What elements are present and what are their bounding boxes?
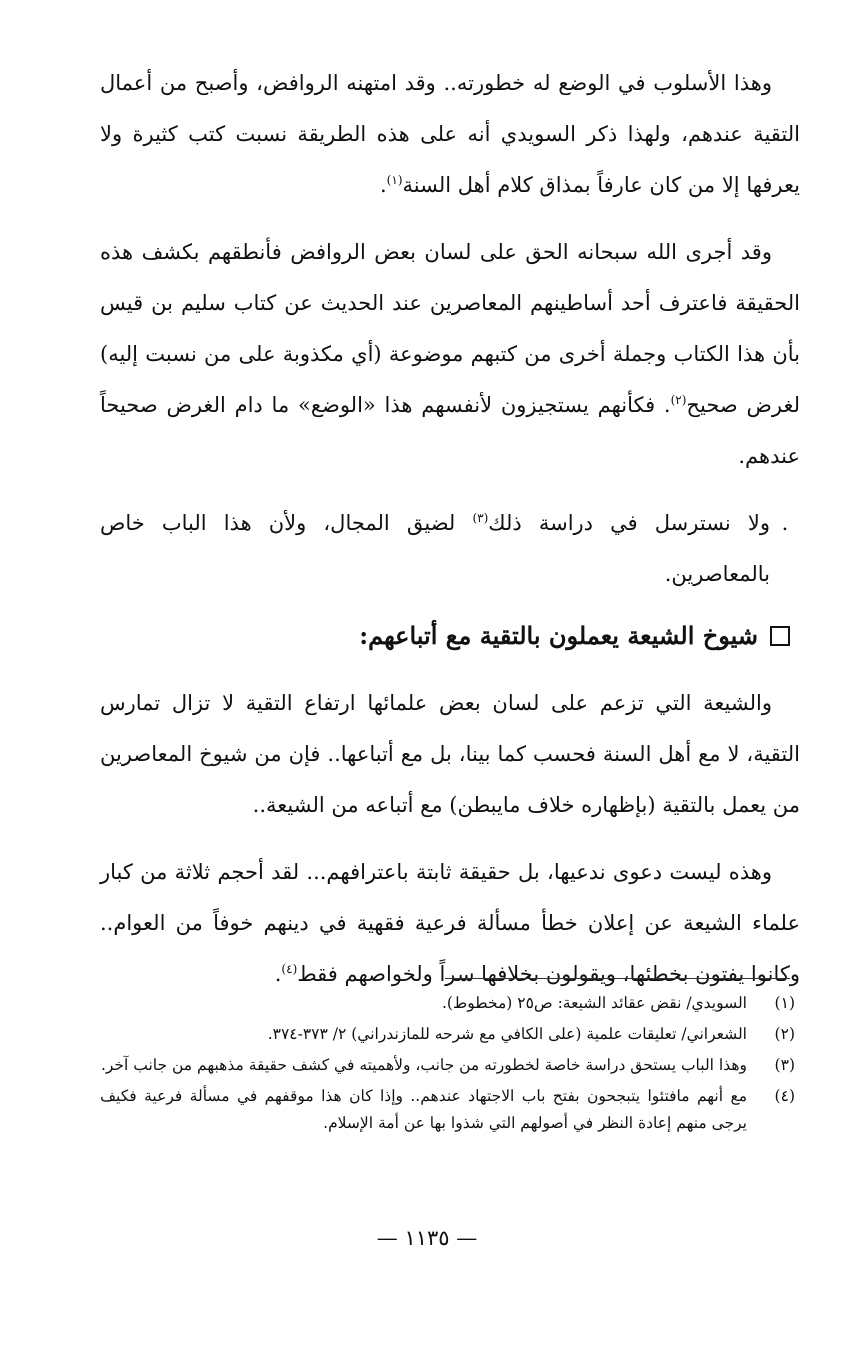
bullet-text: ولا نسترسل في دراسة ذلك$^{(٣)}$ لضيق المجال، ولأن هذا الباب خاص بالمعاصرين. — [100, 511, 770, 586]
footnote-text: مع أنهم مافتئوا يتبجحون بفتح باب الاجتهاد عندهم.. وإذا كان هذا موقفهم في مسألة فرعية فكيف يرجى منهم إعادة النظر في أصولهم التي شذوا بها عن أمة الإسلام. — [100, 1087, 747, 1132]
page-body — [100, 58, 800, 1016]
footnote-3 — [100, 1052, 795, 1079]
footnotes — [100, 990, 795, 1141]
footnote-1 — [100, 990, 795, 1017]
footnote-number: (٤) — [774, 1087, 795, 1105]
paragraph-4: وهذه ليست دعوى ندعيها، بل حقيقة ثابتة باعترافهم... لقد أحجم ثلاثة من كبار علماء الشيعة عن إعلان خطأ مسألة فرعية فقهية في دينهم خوفاً من العوام.. وكانوا يفتون بخطئها، ويقولون بخلافها سراً ولخواصهم فقط$^{(٤)}$. — [100, 860, 800, 986]
footnote-divider — [445, 978, 790, 979]
bullet-paragraph — [100, 498, 800, 600]
footnote-ref-4[interactable]: (٤) — [281, 962, 298, 976]
footnote-number: (٣) — [774, 1056, 795, 1074]
page-number: — ١١٣٥ — — [376, 1226, 478, 1250]
paragraph-2: وقد أجرى الله سبحانه الحق على لسان بعض الروافض فأنطقهم بكشف هذه الحقيقة فاعترف أحد أساطينهم المعاصرين عند الحديث عن كتاب سليم بن قيس بأن هذا الكتاب وجملة أخرى من كتبهم موضوعة (أي مكذوبة على من نسبت إليه) لغرض صحيح$^{(٢)}$. فكأنهم يستجيزون لأنفسهم هذا «الوضع» ما دام الغرض صحيحاً عندهم. — [100, 240, 800, 468]
bullet-dot: . — [781, 511, 789, 535]
section-heading — [100, 616, 800, 656]
footnote-text: السويدي/ نقض عقائد الشيعة: ص٢٥ (مخطوط). — [441, 994, 747, 1012]
footnote-number: (١) — [774, 994, 795, 1012]
footnote-ref-2[interactable]: (٢) — [670, 393, 687, 407]
footnote-text: وهذا الباب يستحق دراسة خاصة لخطورته من جانب، ولأهميته في كشف حقيقة مذهبهم من جانب آخر. — [100, 1056, 747, 1074]
footnote-number: (٢) — [774, 1025, 795, 1043]
footnote-2 — [100, 1021, 795, 1048]
checkbox-square-icon — [770, 626, 790, 646]
footnote-ref-1[interactable]: (١) — [386, 173, 403, 187]
paragraph-1: وهذا الأسلوب في الوضع له خطورته.. وقد امتهنه الروافض، وأصبح من أعمال التقية عندهم، ولهذا ذكر السويدي أنه على هذه الطريقة نسبت كتب كثيرة ولا يعرفها إلا من كان عارفاً بمذاق كلام أهل السنة$^{(١)}$. — [100, 71, 800, 197]
section-heading-text: شيوخ الشيعة يعملون بالتقية مع أتباعهم: — [359, 621, 758, 650]
footnote-4 — [100, 1083, 795, 1137]
footnote-ref-3[interactable]: (٣) — [472, 511, 489, 525]
paragraph-3: والشيعة التي تزعم على لسان بعض علمائها ارتفاع التقية لا تزال تمارس التقية، لا مع أهل السنة فحسب كما بينا، بل مع أتباعها.. فإن من شيوخ المعاصرين من يعمل بالتقية (بإظهاره خلاف مايبطن) مع أتباعه من الشيعة.. — [100, 691, 800, 817]
footnote-text: الشعراني/ تعليقات علمية (على الكافي مع شرحه للمازندراني) ٢/ ٣٧٣-٣٧٤. — [267, 1025, 747, 1043]
